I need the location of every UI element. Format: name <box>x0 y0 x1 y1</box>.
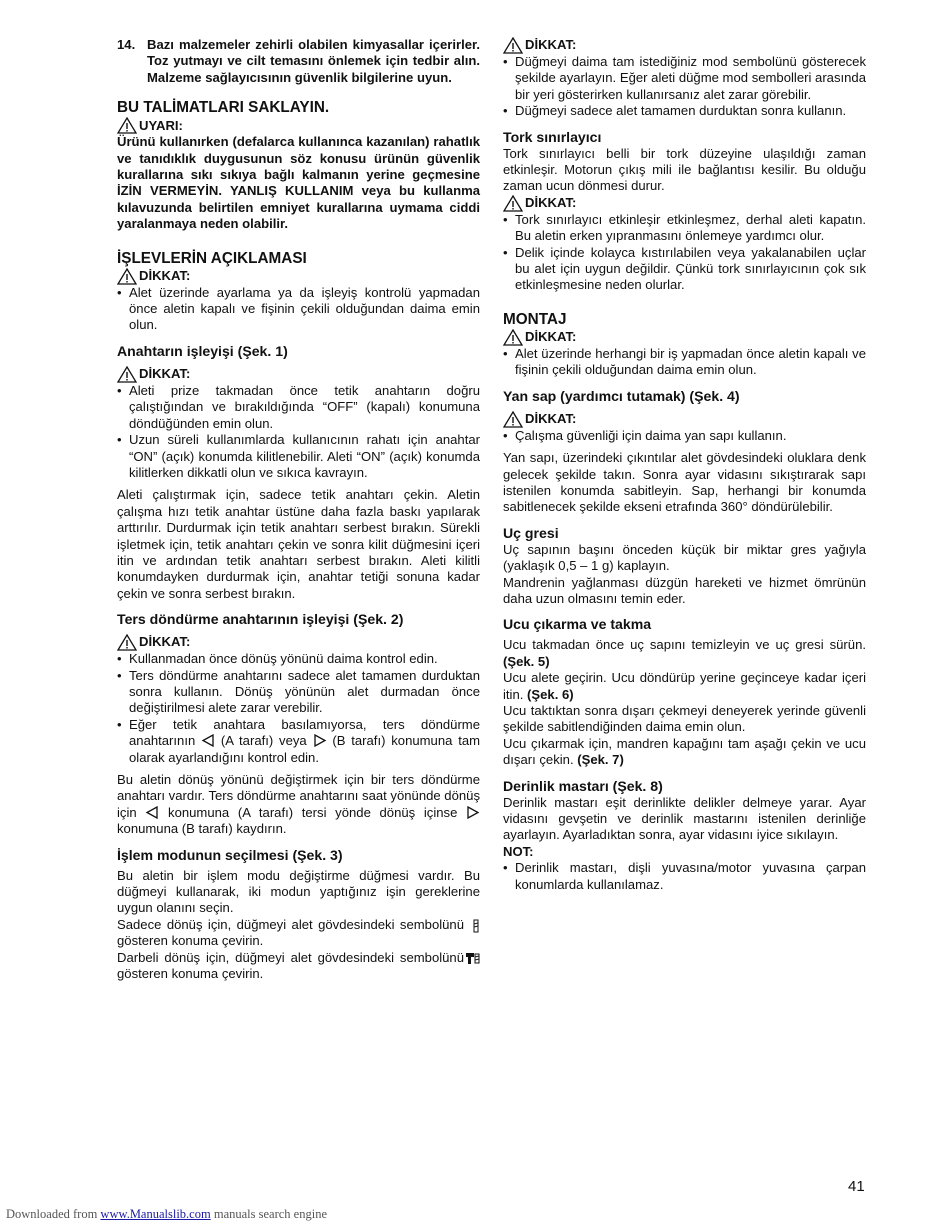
side-grip-heading: Yan sap (yardımcı tutamak) (Şek. 4) <box>503 387 740 404</box>
caution-label-text: DİKKAT: <box>139 634 191 650</box>
list-item: • Alet üzerinde herhangi bir iş yapmadan önce aletin kapalı ve fişinin çekili olduğundan daima emin olun. <box>503 345 866 378</box>
mode-paragraph-3: Darbeli dönüş için, düğmeyi alet gövdesindeki sembolünü gösteren konuma çevirin. <box>117 950 480 983</box>
caution-label <box>117 268 480 285</box>
safety-item-14 <box>117 37 480 86</box>
assembly-bullets <box>503 346 866 379</box>
warning-label-text: UYARI: <box>139 117 183 133</box>
page-number: 41 <box>848 1178 865 1195</box>
right-column <box>503 37 866 893</box>
note-label: NOT: <box>503 843 534 859</box>
reverse-paragraph: Bu aletin dönüş yönünü değiştirmek için bir ters döndürme anahtarı vardır. Ters döndürme anahtarını saat yönünde dönüş için konumuna (A tarafı) tersi yönde dönüş içinse konumuna (B tarafı) kaydırın. <box>117 772 480 837</box>
reverse-switch-heading: Ters döndürme anahtarının işleyişi (Şek. 2) <box>117 611 404 628</box>
caution-label <box>503 195 866 212</box>
depth-gauge-heading: Derinlik mastarı (Şek. 8) <box>503 777 663 794</box>
switch-heading: Anahtarın işleyişi (Şek. 1) <box>117 342 288 359</box>
caution-label <box>503 329 866 346</box>
switch-paragraph: Aleti çalıştırmak için, sadece tetik anahtarı çekin. Aletin çalışma hızı tetik anahtar üstüne daha fazla baskı yapılarak arttırılır. Durdurmak için tetik anahtarı serbest bırakın. Sürekli işletmek için, tetik anahtarı çekin ve sonra kilit düğmesini içeri itin ve ardından tetik anahtarı serbest bırakın. Aleti kilitli konumdayken durdurmak için, anahtar tetiği sonuna kadar çekin ve sonra serbest bırakın. <box>117 487 480 601</box>
list-item: • Aleti prize takmadan önce tetik anahtarın doğru çalıştığından ve bırakıldığında “OFF” (kapalı) konumuna döndüğünden emin olun. <box>117 382 480 431</box>
torque-bullets <box>503 212 866 294</box>
side-grip-paragraph: Yan sapı, üzerindeki çıkıntılar alet gövdesindeki oluklara denk gelecek şekilde takın. Sonra ayar vidasını sıkıştırarak sapı istenilen konumda sabitleyin. Sap, herhangi bir konumda sabitlenecek şekilde ekseni etrafında 360° döndürülebilir. <box>503 450 866 515</box>
caution-label-text: DİKKAT: <box>525 37 577 53</box>
caution-label-text: DİKKAT: <box>139 366 191 382</box>
caution-label <box>117 366 480 383</box>
download-footer <box>6 1207 327 1222</box>
item-text: Bazı malzemeler zehirli olabilen kimyasallar içerirler. Toz yutmayı ve cilt temasını önlemek için tedbir alın. Malzeme sağlayıcısının güvenlik bilgilerine uyun. <box>147 37 480 85</box>
warning-triangle-icon <box>503 329 523 346</box>
manualslib-link[interactable]: www.Manualslib.com <box>100 1207 211 1221</box>
warning-triangle-icon <box>117 366 137 383</box>
bit-grease-heading: Uç gresi <box>503 524 559 541</box>
bit-grease-paragraph-1: Uç sapının başını önceden küçük bir miktar gres yağıyla (yaklaşık 0,5 – 1 g) kaplayın. <box>503 541 866 574</box>
mode-paragraph-1: Bu aletin bir işlem modu değiştirme düğmesi vardır. Bu düğmeyi kullanarak, iki modun yaptığınız işin gereklerine uygun olanını seçin. <box>117 867 480 916</box>
drill-bit-icon <box>472 919 480 933</box>
warning-triangle-icon <box>503 195 523 212</box>
list-item: • Düğmeyi sadece alet tamamen durduktan sonra kullanın. <box>503 103 847 119</box>
torque-heading: Tork sınırlayıcı <box>503 128 602 145</box>
list-item: • Düğmeyi daima tam istediğiniz mod sembolünü gösterecek şekilde ayarlayın. Eğer aleti düğme mod sembolleri arasında bir yeri gösterirken kullanırsanız alet zarar görebilir. <box>503 54 866 102</box>
side-grip-bullets <box>503 428 866 444</box>
warning-label <box>117 117 480 134</box>
bit-install-paragraph-2: Ucu alete geçirin. Ucu döndürüp yerine geçinceye kadar içeri itin. (Şek. 6) <box>503 670 866 702</box>
warning-triangle-icon <box>117 268 137 285</box>
arrow-right-icon <box>466 806 480 819</box>
arrow-right-icon <box>313 734 327 747</box>
caution-label <box>503 411 866 428</box>
warning-triangle-icon <box>117 634 137 651</box>
reverse-bullets <box>117 651 480 766</box>
list-item: • Tork sınırlayıcı etkinleşir etkinleşmez, derhal aleti kapatın. Bu aletin erken yıpranmasını önlemeye yardımcı olur. <box>503 211 866 244</box>
arrow-left-icon <box>201 734 215 747</box>
arrow-left-icon <box>145 806 159 819</box>
footer-suffix: manuals search engine <box>213 1207 327 1221</box>
list-item: • Uzun süreli kullanımlarda kullanıcının rahatı için anahtar “ON” (açık) konumda kilitlenebilir. Aleti “ON” (açık) konumda kilitlerken dikkatli olun ve sıkıca kavrayın. <box>117 432 480 480</box>
list-item: • Derinlik mastarı, dişli yuvasına/motor yuvasına çarpan konumlarda kullanılamaz. <box>503 860 866 892</box>
bit-install-heading: Ucu çıkarma ve takma <box>503 616 652 633</box>
caution-label-text: DİKKAT: <box>525 329 577 345</box>
footer-prefix: Downloaded from <box>6 1207 98 1221</box>
torque-paragraph: Tork sınırlayıcı belli bir tork düzeyine ulaşıldığı zaman etkinleşir. Motorun çıkış mili ile bağlantısı kesilir. Bu olduğu zaman ucun dönmesi durur. <box>503 145 866 194</box>
keep-instructions-heading: BU TALİMATLARI SAKLAYIN. <box>117 99 330 117</box>
left-column <box>117 37 480 982</box>
warning-triangle-icon <box>503 411 523 428</box>
list-item: • Çalışma güvenliği için daima yan sapı kullanın. <box>503 427 787 443</box>
mode-heading: İşlem modunun seçilmesi (Şek. 3) <box>117 846 343 863</box>
bit-install-paragraph-4: Ucu çıkarmak için, mandren kapağını tam aşağı çekin ve ucu dışarı çekin. (Şek. 7) <box>503 735 866 768</box>
switch-bullets <box>117 383 480 481</box>
list-item: • Eğer tetik anahtara basılamıyorsa, ters döndürme anahtarının (A tarafı) veya (B tarafı) konumuna tam olarak ayarlandığını kontrol edin. <box>117 716 481 765</box>
note-bullets <box>503 860 866 893</box>
bit-grease-paragraph-2: Mandrenin yağlanması düzgün hareketi ve hizmet ömrünün daha uzun olmasını temin eder. <box>503 574 866 606</box>
list-item: • Alet üzerinde ayarlama ya da işleyiş kontrolü yapmadan önce aletin kapalı ve fişinin çekili olduğundan daima emin olun. <box>117 284 480 333</box>
caution-label-text: DİKKAT: <box>525 195 577 211</box>
hammer-drill-icon <box>465 952 480 965</box>
functions-heading: İŞLEVLERİN AÇIKLAMASI <box>117 249 307 267</box>
list-item: • Delik içinde kolayca kıstırılabilen veya yakalanabilen uçlar bu alet için uygun değildir. Çünkü tork sınırlayıcının çok sık etkinleşmesine neden olurlar. <box>503 244 866 293</box>
functions-bullets <box>117 285 480 334</box>
mode-caution-bullets <box>503 54 866 120</box>
caution-label-text: DİKKAT: <box>139 267 191 283</box>
caution-label-text: DİKKAT: <box>525 410 577 426</box>
warning-text: Ürünü kullanırken (defalarca kullanınca kazanılan) rahatlık ve tanıdıklık duygusunun söz konusu ürünün güvenlik kurallarına sıkı sıkıya bağlı kalmanın yerine geçmesine İZİN VERMEYİN. YANLIŞ KULLANIM veya bu kullanma kılavuzunda belirtilen emniyet kurallarına uymama ciddi yaralanmaya neden olabilir. <box>117 134 480 232</box>
caution-label <box>117 634 480 651</box>
bit-install-paragraph-1: Ucu takmadan önce uç sapını temizleyin ve uç gresi sürün. (Şek. 5) <box>503 637 866 669</box>
list-item: • Kullanmadan önce dönüş yönünü daima kontrol edin. <box>117 651 438 667</box>
mode-paragraph-2: Sadece dönüş için, düğmeyi alet gövdesindeki sembolünü gösteren konuma çevirin. <box>117 917 480 950</box>
warning-triangle-icon <box>117 117 137 134</box>
depth-gauge-paragraph: Derinlik mastarı eşit derinlikte delikler delmeye yarar. Ayar vidasını gevşetin ve derinlik mastarını istenilen derinliğe ayarlayın. Ayarladıktan sonra, ayar vidasını iyice sıkılayın. <box>503 794 866 843</box>
item-number: 14. <box>117 37 136 52</box>
assembly-heading: MONTAJ <box>503 310 567 328</box>
bit-install-paragraph-3: Ucu taktıktan sonra dışarı çekmeyi deneyerek yerinde güvenli şekilde sabitlendiğinden daima emin olun. <box>503 702 866 735</box>
caution-label <box>503 37 866 54</box>
warning-triangle-icon <box>503 37 523 54</box>
list-item: • Ters döndürme anahtarını sadece alet tamamen durduktan sonra kullanın. Dönüş yönünün alet durmadan önce değiştirilmesi alete zarar verebilir. <box>117 667 480 716</box>
